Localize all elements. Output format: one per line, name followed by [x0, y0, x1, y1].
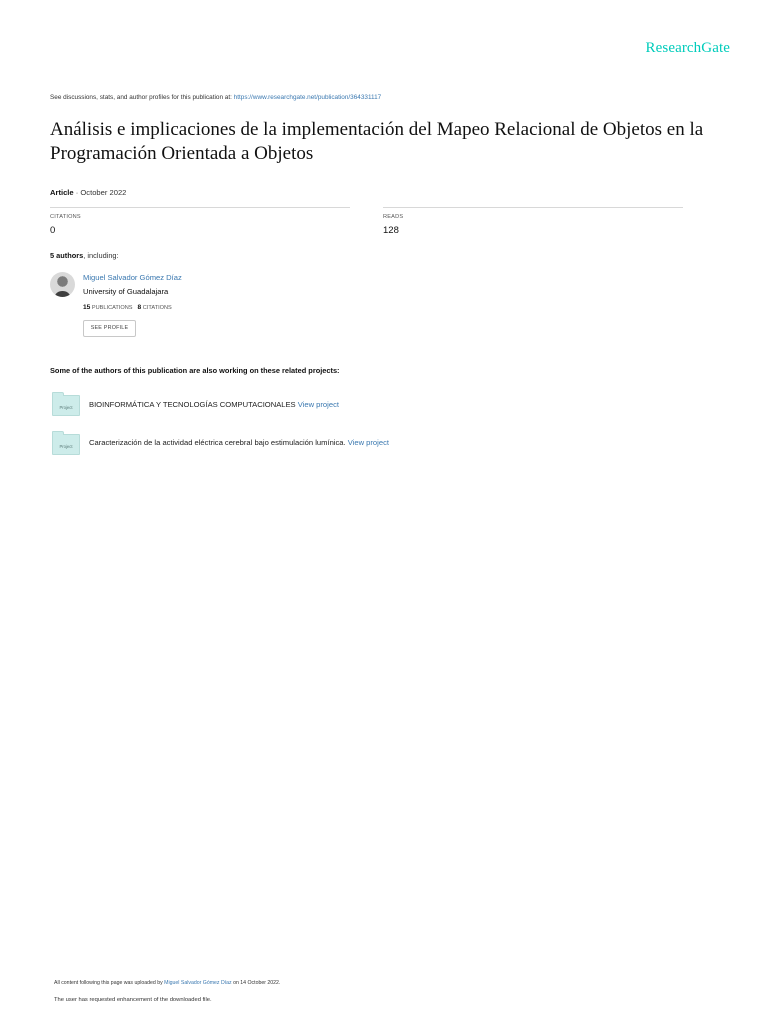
upload-prefix: All content following this page was uploaded by — [54, 980, 165, 986]
project-folder-icon — [52, 395, 80, 416]
citations-label: CITATIONS — [50, 214, 81, 220]
author-stats — [83, 304, 172, 311]
authors-suffix: , including: — [83, 251, 119, 260]
citations-count: 0 — [50, 225, 56, 236]
author-citations-label: CITATIONS — [142, 305, 172, 311]
project-name: Caracterización de la actividad eléctrica cerebral bajo estimulación lumínica. — [89, 438, 346, 447]
project-folder-icon — [52, 434, 80, 455]
authors-heading — [50, 251, 119, 260]
enhancement-notice: The user has requested enhancement of the downloaded file. — [54, 997, 212, 1003]
intro-text: See discussions, stats, and author profiles for this publication at: — [50, 94, 234, 101]
publication-url-link[interactable]: https://www.researchgate.net/publication/364331117 — [233, 94, 382, 101]
publication-meta — [50, 188, 126, 197]
author-institution: University of Guadalajara — [83, 287, 169, 296]
reads-divider — [383, 207, 683, 208]
author-name-link[interactable]: Miguel Salvador Gómez Díaz — [83, 273, 182, 282]
publication-title: Análisis e implicaciones de la implementación del Mapeo Relacional de Objetos en la Programación Orientada a Objetos — [50, 119, 704, 164]
reads-count: 128 — [383, 225, 399, 236]
author-citations-count: 8 — [137, 304, 142, 311]
reads-label: READS — [383, 214, 404, 220]
uploader-link[interactable]: Miguel Salvador Gómez Díaz — [164, 980, 232, 986]
citations-divider — [50, 207, 350, 208]
project-folder-label: Project — [59, 444, 73, 449]
project-item — [89, 400, 339, 409]
upload-notice — [54, 980, 280, 986]
upload-suffix: on 14 October 2022. — [231, 980, 281, 986]
publication-type: Article — [50, 188, 74, 197]
view-project-link[interactable]: View project — [297, 400, 339, 409]
project-name: BIOINFORMÁTICA Y TECNOLOGÍAS COMPUTACIONALES — [89, 400, 296, 409]
researchgate-logo[interactable]: ResearchGate — [645, 40, 730, 56]
author-avatar[interactable] — [50, 272, 75, 297]
author-publications-label: PUBLICATIONS — [91, 305, 133, 311]
project-item — [89, 438, 389, 447]
author-publications-count: 15 — [83, 304, 91, 311]
see-profile-button[interactable]: SEE PROFILE — [83, 320, 136, 337]
authors-count: 5 authors — [50, 251, 84, 260]
related-projects-heading: Some of the authors of this publication are also working on these related projects: — [50, 366, 340, 375]
intro-line — [50, 94, 381, 101]
view-project-link[interactable]: View project — [347, 438, 389, 447]
publication-date: · October 2022 — [73, 188, 127, 197]
project-folder-label: Project — [59, 405, 73, 410]
